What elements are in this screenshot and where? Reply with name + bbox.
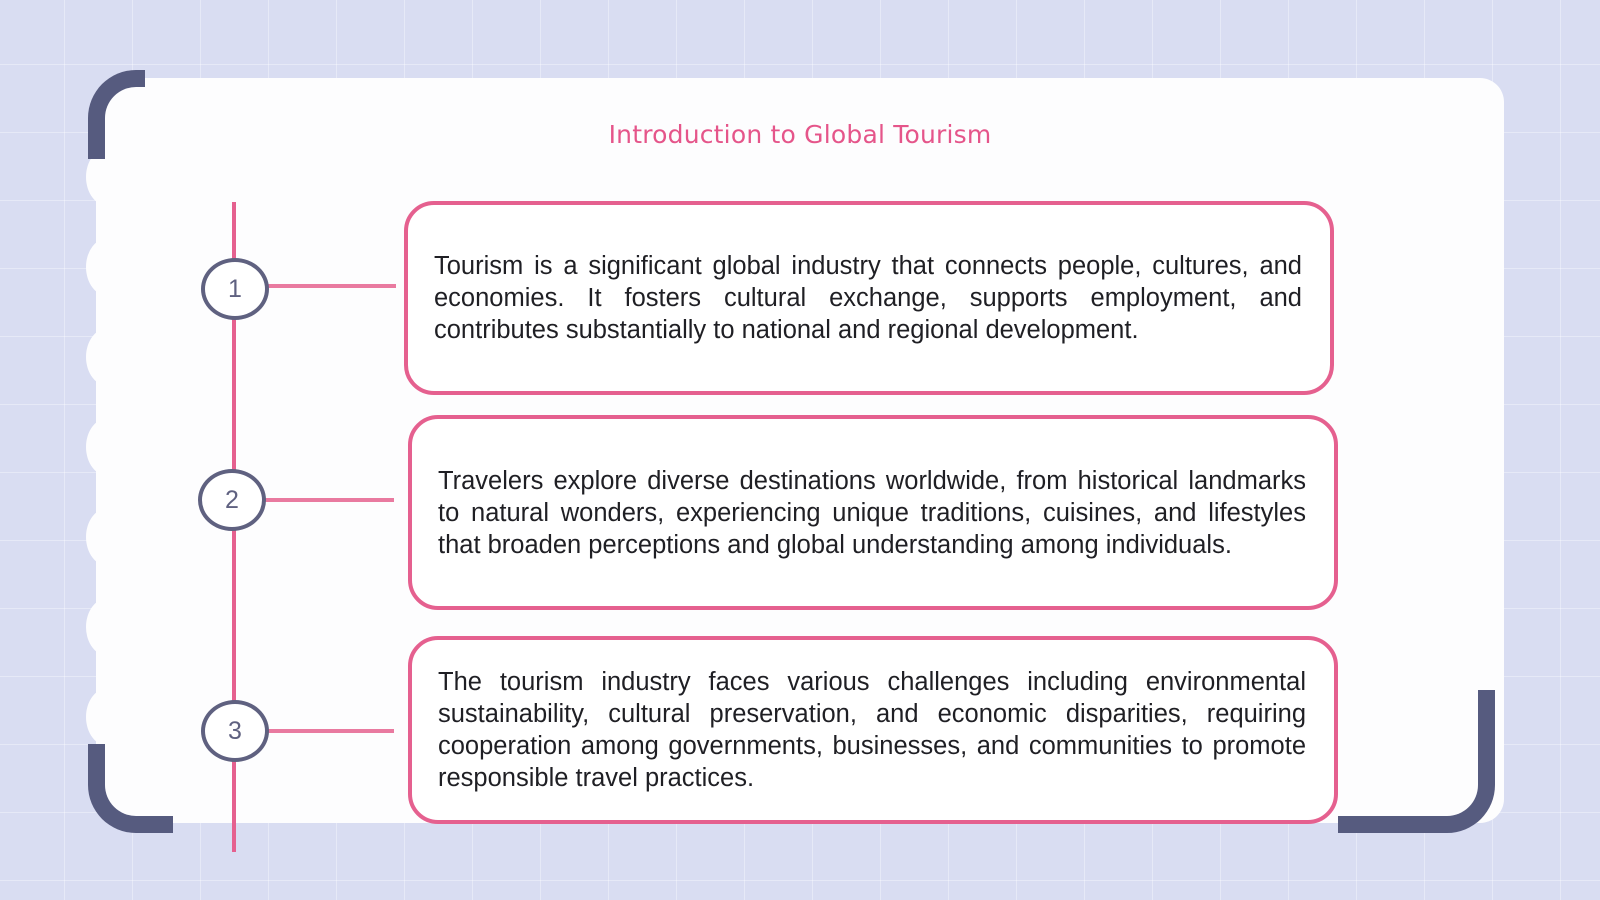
timeline-marker-2: 2 [198,469,266,531]
timeline-card-1 [404,201,1334,395]
timeline-card-3 [408,636,1338,824]
timeline-marker-3: 3 [201,700,269,762]
timeline-card-3-text: The tourism industry faces various challenges including environmental sustainability, cultural preservation, and economic disparities, requiring cooperation among governments, businesses, and communities to promote responsible travel practices. [438,668,1306,792]
slide-title: Introduction to Global Tourism [608,120,992,149]
timeline-connector-3 [264,729,394,733]
timeline-connector-1 [264,284,396,288]
timeline-card-1-text: Tourism is a significant global industry that connects people, cultures, and economies. It fosters cultural exchange, supports employment, and contributes substantially to national and regional development. [434,252,1302,344]
notebook-scallop-edge [86,78,126,823]
corner-bracket-bottom-right [1338,690,1495,833]
timeline-marker-1: 1 [201,258,269,320]
timeline-connector-2 [262,498,394,502]
timeline-card-2 [408,415,1338,610]
timeline-card-2-text: Travelers explore diverse destinations worldwide, from historical landmarks to natural wonders, experiencing unique traditions, cuisines, and lifestyles that broaden perceptions and global understanding among individuals. [438,466,1306,559]
